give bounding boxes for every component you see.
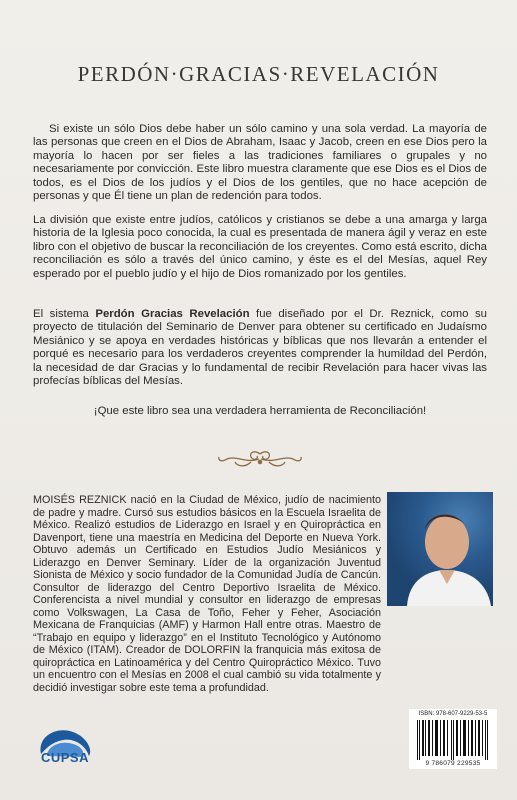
isbn-digits: 9 786079 229535 <box>425 760 481 767</box>
author-bio-text: MOISÉS REZNICK nació en la Ciudad de México, judío de nacimiento de padre y madre. Cursó sus estudios básicos en la Escuela Israelita de México. Realizó estudios de Liderazgo en Israel y en Quiropráctica en Davenport, tiene una maestría en Medicina del Deporte en Nueva York. Obtuvo además un Certificado en Estudios Judío Mesiánicos y Liderazgo en Denver Seminary. Líder de la organización Juventud Sionista de México y socio fundador de la Comunidad Judía de Cancún. Consultor de liderazgo del Centro Deportivo Israelita de México. Conferencista a nivel mundial y consultor en liderazgo de empresas como Volkswagen, La Casa de Toño, Feher y Feher, Asociación Mexicana de Franquicias (AMF) y Harmon Hall entre otras. Maestro de “Trabajo en equipo y liderazgo” en el Instituto Tecnológico y Autónomo de México (ITAM). Creador de DOLORFIN la franquicia más exitosa de quiropráctica en Latinoamérica y del Centro Quiropráctico México. Tuvo un encuentro con el Mesías en 2008 el cual cambió su vida totalmente y decidió investigar sobre este tema a profundidad. <box>33 494 381 694</box>
paragraph-system-rest: fue diseñado por el Dr. Reznick, como su proyecto de titulación del Seminario de Denver para obtener su certificado en Judaísmo Mesiánico y se apoya en verdades históricas y bíblicas que nos llevarán a entender el porqué es necesario para los verdaderos creyentes comprender la humildad del Perdón, la necesidad de dar Gracias y lo fundamental de recibir Revelación para hacer vivas las profecías bíblicas del Mesías. <box>33 308 487 388</box>
book-title: PERDÓN·GRACIAS·REVELACIÓN <box>77 62 440 86</box>
barcode-icon <box>415 720 491 760</box>
paragraph-system <box>33 308 487 388</box>
ornament-icon <box>215 448 305 470</box>
isbn-barcode <box>409 709 497 769</box>
paragraph-intro: Si existe un sólo Dios debe haber un sólo camino y una sola verdad. La mayoría de las personas que creen en el Dios de Abraham, Isaac y Jacob, creen en ese Dios pero la mayoría lo hacen por ser fieles a las tradiciones familiares o grupales y no necesariamente por convicción. Este libro muestra claramente que ese Dios es el Dios de todos, es el Dios de los judíos y el Dios de los gentiles, que no hace acepción de personas y que Él tiene un plan de redención para todos. <box>33 123 487 203</box>
author-bio <box>33 494 489 694</box>
closing-line: ¡Que este libro sea una verdadera herramienta de Reconciliación! <box>93 405 427 417</box>
paragraph-system-prefix: El sistema <box>33 308 96 320</box>
paragraph-division: La división que existe entre judíos, católicos y cristianos se debe a una amarga y larga historia de la Iglesia poco conocida, la cual es presentada de manera ágil y veraz en este libro con el objetivo de buscar la reconciliación de los creyentes. Como está escrito, dicha reconciliación es sólo a través del único camino, y éste es el del Mesías, aquel Rey esperado por el pueblo judío y el hijo de Dios romanizado por los gentiles. <box>33 214 487 280</box>
system-name: Perdón Gracias Revelación <box>95 308 250 320</box>
publisher-name: CUPSA <box>40 750 89 765</box>
isbn-label: ISBN: 978-607-9229-53-5 <box>418 711 488 717</box>
